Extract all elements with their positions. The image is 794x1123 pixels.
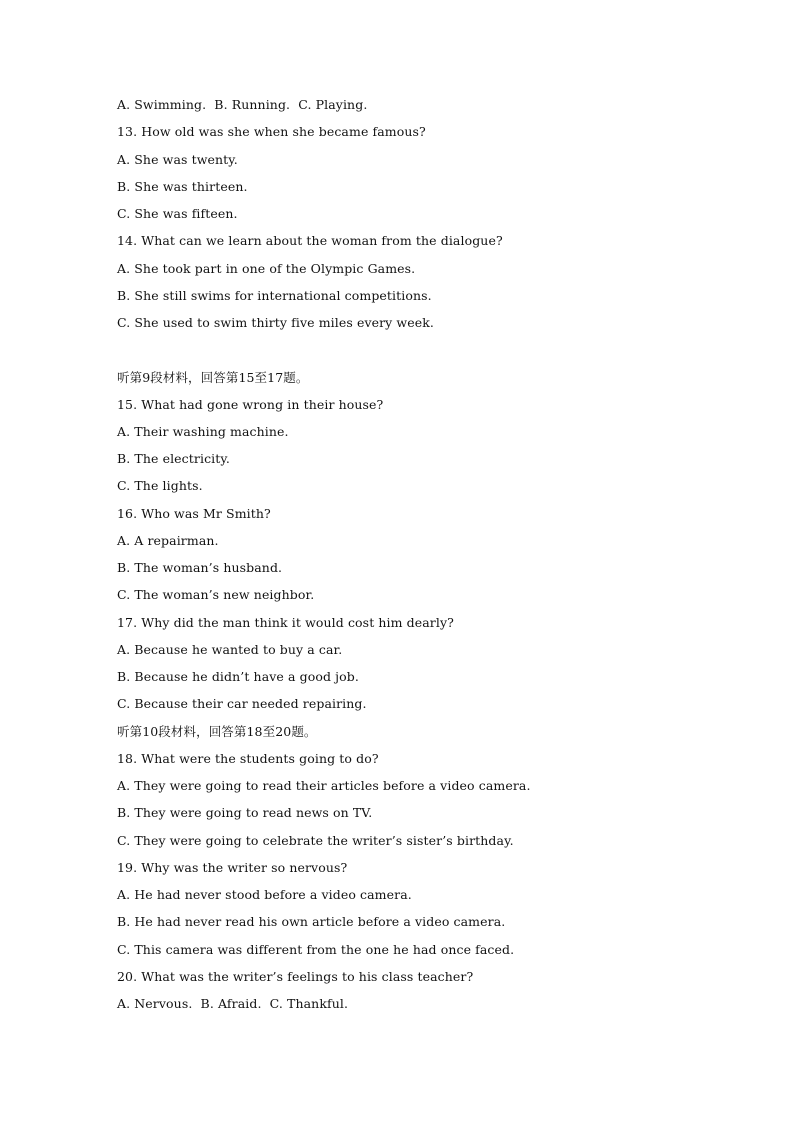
question-16-option-b: B. The woman’s husband. xyxy=(117,560,283,575)
question-13-option-a: A. She was twenty. xyxy=(117,152,238,167)
question-14-option-b: B. She still swims for international competitions. xyxy=(117,288,432,303)
question-18-option-c: C. They were going to celebrate the writer’s sister’s birthday. xyxy=(117,833,514,848)
question-15-option-b: B. The electricity. xyxy=(117,451,230,466)
question-13-option-c: C. She was fifteen. xyxy=(117,206,238,221)
question-14-option-a: A. She took part in one of the Olympic Games. xyxy=(117,261,416,276)
question-16-option-c: C. The woman’s new neighbor. xyxy=(117,587,315,602)
question-15: 15. What had gone wrong in their house? xyxy=(117,397,384,412)
question-16-option-a: A. A repairman. xyxy=(117,533,219,548)
question-17-option-a: A. Because he wanted to buy a car. xyxy=(117,642,343,657)
question-17-option-b: B. Because he didn’t have a good job. xyxy=(117,669,359,684)
section-heading-10: 听第10段材料，回答第18至20题。 xyxy=(117,724,317,739)
section-heading-9: 听第9段材料，回答第15至17题。 xyxy=(117,370,309,385)
question-19-option-c: C. This camera was different from the one he had once faced. xyxy=(117,942,515,957)
question-19: 19. Why was the writer so nervous? xyxy=(117,860,348,875)
question-18-option-a: A. They were going to read their articles before a video camera. xyxy=(117,778,531,793)
question-12-options: A. Swimming. B. Running. C. Playing. xyxy=(117,97,368,112)
question-15-option-c: C. The lights. xyxy=(117,478,203,493)
question-18: 18. What were the students going to do? xyxy=(117,751,379,766)
question-20-options: A. Nervous. B. Afraid. C. Thankful. xyxy=(117,996,349,1011)
question-13-option-b: B. She was thirteen. xyxy=(117,179,248,194)
question-19-option-b: B. He had never read his own article before a video camera. xyxy=(117,914,506,929)
question-13: 13. How old was she when she became famous? xyxy=(117,124,426,139)
question-14: 14. What can we learn about the woman from the dialogue? xyxy=(117,233,503,248)
question-17-option-c: C. Because their car needed repairing. xyxy=(117,696,367,711)
question-20: 20. What was the writer’s feelings to his class teacher? xyxy=(117,969,474,984)
question-16: 16. Who was Mr Smith? xyxy=(117,506,271,521)
question-15-option-a: A. Their washing machine. xyxy=(117,424,289,439)
question-17: 17. Why did the man think it would cost him dearly? xyxy=(117,615,454,630)
question-14-option-c: C. She used to swim thirty five miles every week. xyxy=(117,315,434,330)
question-19-option-a: A. He had never stood before a video camera. xyxy=(117,887,412,902)
question-18-option-b: B. They were going to read news on TV. xyxy=(117,805,373,820)
